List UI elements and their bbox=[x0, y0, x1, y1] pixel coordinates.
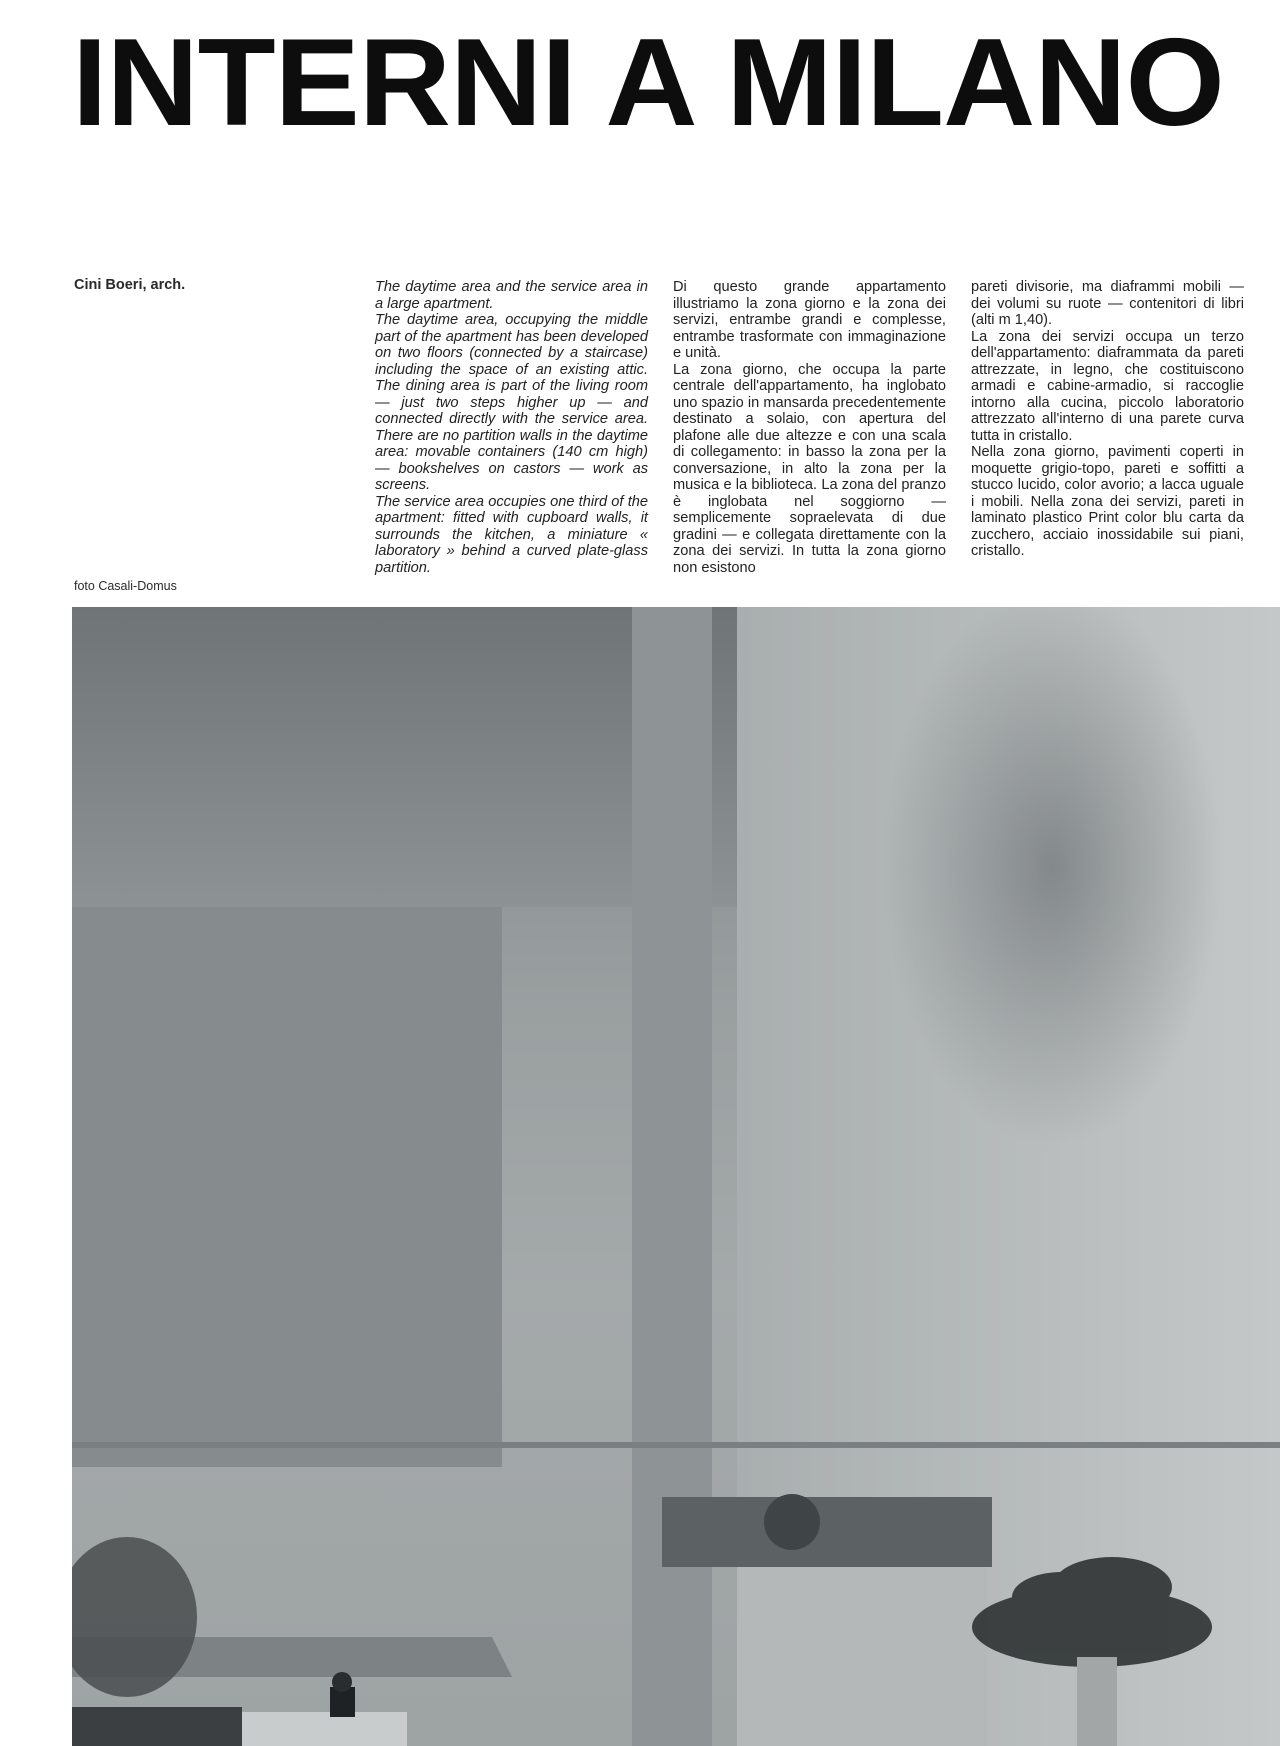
photo-credit: foto Casali-Domus bbox=[74, 579, 177, 593]
italian-paragraph: Nella zona giorno, pavimenti coperti in moquette grigio-topo, pareti e soffitti a stucco lucido, color avorio; a lacca uguale i mobili. Nella zona dei servizi, pareti in laminato plastico Print color blu carta da zucchero, acciaio inossidabile sui piani, cristallo. bbox=[971, 444, 1244, 559]
interior-photograph bbox=[72, 607, 1280, 1746]
italian-paragraph: La zona giorno, che occupa la parte centrale dell'appartamento, ha inglobato uno spazio in mansarda precedentemente destinato a solaio, con apertura del plafone alle due altezze e con una scala di collegamento: in basso la zona per la conversazione, in alto la zona per la musica e la biblioteca. La zona del pranzo è inglobata nel soggiorno — semplicemente sopraelevata di due gradini — e collegata direttamente con la zona dei servizi. In tutta la zona giorno non esistono bbox=[673, 361, 946, 576]
interior-photo-illustration bbox=[72, 607, 1280, 1746]
italian-text-column-2 bbox=[971, 279, 1244, 560]
article-title: INTERNI A MILANO bbox=[72, 14, 1224, 152]
italian-paragraph: Di questo grande appartamento illustriamo la zona giorno e la zona dei servizi, entrambe grandi e complesse, entrambe trasformate con immaginazione e unità. bbox=[673, 279, 946, 361]
italian-text-column-1 bbox=[673, 279, 946, 576]
english-paragraph: The service area occupies one third of the apartment: fitted with cupboard walls, it surrounds the kitchen, a miniature « laboratory » behind a curved plate-glass partition. bbox=[375, 493, 648, 576]
architect-credit: Cini Boeri, arch. bbox=[74, 277, 186, 293]
english-paragraph: The daytime area and the service area in a large apartment. bbox=[375, 279, 648, 312]
english-paragraph: The daytime area, occupying the middle part of the apartment has been developed on two floors (connected by a staircase) including the space of an existing attic. The dining area is part of the living room — just two steps higher up — and connected directly with the service area. There are no partition walls in the daytime area: movable containers (140 cm high) — bookshelves on castors — work as screens. bbox=[375, 312, 648, 493]
english-text-column bbox=[375, 279, 648, 576]
italian-paragraph: La zona dei servizi occupa un terzo dell'appartamento: diaframmata da pareti attrezzate, in legno, che costituiscono armadi e cabine-armadio, si raccoglie intorno alla cucina, piccolo laboratorio attrezzato all'interno di una parete curva tutta in cristallo. bbox=[971, 328, 1244, 444]
italian-paragraph: pareti divisorie, ma diaframmi mobili — dei volumi su ruote — contenitori di libri (alti m 1,40). bbox=[971, 279, 1244, 328]
